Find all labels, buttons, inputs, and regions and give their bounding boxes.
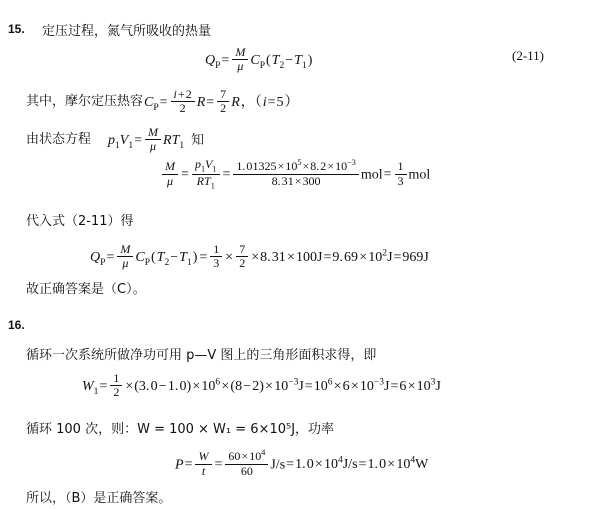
- formula-power: P= $\frac{W}{t}$ = $\frac{60 \times 10^4}{60}$ J/s=1. 0 × $10^4J/s=1$. 0 × $10^4W$: [175, 448, 429, 478]
- equation-number-2-11: (2-11): [512, 48, 545, 63]
- item-15-line-3: 代入式（2-11）得: [26, 214, 134, 229]
- formula-cp: $C_P=$ $\frac{i+2}{2}$ R= $\frac{7}{2}$ R，（i=5）: [144, 87, 299, 116]
- item-16-answer: 所以，（B）是正确答案。: [26, 491, 172, 506]
- item-15-line-2: 由状态方程: [26, 132, 92, 147]
- item-15-heading: 定压过程，氮气所吸收的热量: [42, 24, 212, 39]
- item-number-16: 16.: [8, 318, 25, 332]
- formula-qp-value: $Q_P=$ $\frac{M}{\mu}$ $C_P(T_2-T_1)$ = $\frac{1}{3}$ × $\frac{7}{2}$ ×8. 31 × 100J=9. 69 × $10^2J=969J$: [90, 242, 429, 271]
- item-15-line-1: 其中，摩尔定压热容: [26, 94, 144, 109]
- item-16-line-1: 循环一次系统所做净功可用 p—V 图上的三角形面积求得，即: [26, 348, 377, 363]
- formula-m-over-mu: $\frac{M}{\mu}$ = $\frac{p_1V_1}{RT_1}$ = $\frac{1. 01325 \times 10^5 \times 8. 2 \times 10^{-3}}{8. 31 \times 300}$ mol= $\frac{1}{3}$ mol: [160, 158, 430, 190]
- item-15-answer: 故正确答案是（C）。: [26, 282, 146, 297]
- formula-state-equation: $p_1V_1=$ $\frac{M}{\mu}$ $RT_1$ 知: [108, 125, 205, 154]
- formula-w1: $W_1=$ $\frac{1}{2}$ ×(3. 0 − 1. 0) × $10^6$ × (8 − 2) × $10^{-3}J=10^6$ × 6 × $10^{-3}J=6$ × $10^3J$: [82, 371, 441, 400]
- item-number-15: 15.: [8, 22, 25, 36]
- item-16-line-2: 循环 100 次，则：W = 100 × W₁ = 6×10⁵J，功率: [26, 422, 335, 437]
- formula-qp-main: $Q_P=$ $\frac{M}{\mu}$ $C_P(T_2-T_1)$: [205, 45, 313, 74]
